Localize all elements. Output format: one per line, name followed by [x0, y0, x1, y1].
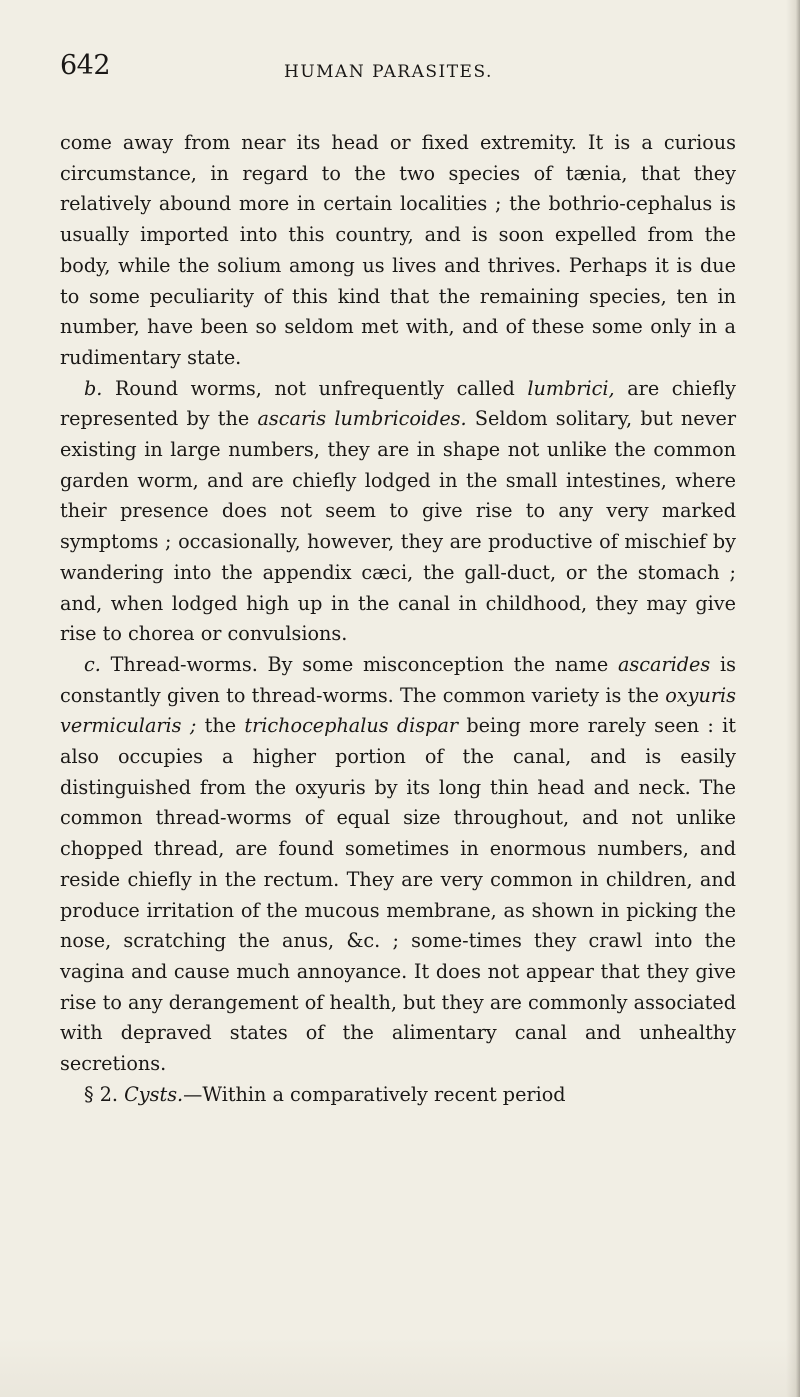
italic-text: Cysts. [124, 1082, 184, 1106]
page-header [60, 50, 740, 90]
text-run: are chiefly represented by the [60, 376, 736, 431]
italic-text: b. [84, 376, 103, 400]
italic-text: ascaris lumbricoides. [257, 407, 467, 431]
italic-text: c. [84, 652, 101, 676]
text-run: is constantly given to thread-worms. The common variety is the [60, 652, 736, 707]
text-run: being more rarely seen : it also occupies a higher portion of the canal, and is easily distinguished from the oxyuris by its long thin head and neck. The common thread-worms of equal size throughout, and not unlike chopped thread, are found sometimes in enormous numbers, and reside chiefly in the rectum. They are very common in children, and produce irritation of the mucous membrane, as shown in picking the nose, scratching the anus, &c. ; some-times they crawl into the vagina and cause much annoyance. It does not appear that they give rise to any derangement of health, but they are commonly associated with depraved states of the alimentary canal and unhealthy secretions. [60, 714, 737, 1076]
page-edge-shadow [786, 0, 800, 1397]
body-text [60, 128, 736, 1111]
paragraph [60, 374, 736, 650]
text-run: come away from near its head or fixed extremity. It is a curious circumstance, in regard to the two species of tænia, that they relatively abound more in certain localities ; the bothrio-cephalus is usually imported into this country, and is soon expelled from the body, while the solium among us lives and thrives. Perhaps it is due to some peculiarity of this kind that the remaining species, ten in number, have been so seldom met with, and of these some only in a rudimentary state. [60, 131, 736, 369]
italic-text: oxyuris vermicularis ; [60, 683, 736, 738]
text-run: —Within a comparatively recent period [183, 1082, 566, 1106]
italic-text: ascarides [617, 652, 711, 676]
paragraph [60, 128, 736, 374]
running-title: HUMAN PARASITES. [284, 62, 493, 82]
paragraph [60, 650, 736, 1080]
text-run: the [196, 714, 245, 738]
italic-text: lumbrici, [527, 376, 615, 400]
text-run: Thread-worms. By some misconception the name [100, 652, 618, 676]
text-run: § 2. [84, 1082, 125, 1106]
page-bottom-fade [0, 1337, 800, 1397]
page-number: 642 [60, 50, 111, 81]
italic-text: trichocephalus dispar [244, 714, 459, 738]
text-run: Round worms, not unfrequently called [102, 376, 528, 400]
text-run: Seldom solitary, but never existing in large numbers, they are in shape not unlike the common garden worm, and are chiefly lodged in the small intestines, where their presence does not seem to give rise to any very marked symptoms ; occasionally, however, they are productive of mischief by wandering into the appendix cæci, the gall-duct, or the stomach ; and, when lodged high up in the canal in childhood, they may give rise to chorea or convulsions. [60, 407, 736, 646]
paragraph [60, 1080, 736, 1111]
